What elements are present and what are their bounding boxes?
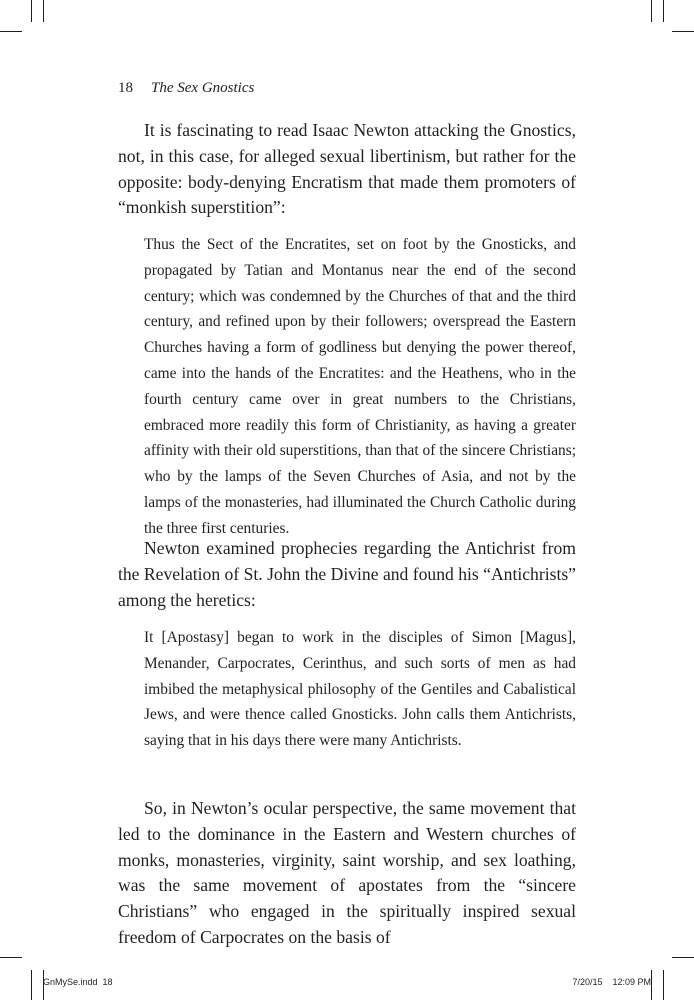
page-number: 18 — [118, 80, 133, 96]
running-head — [118, 78, 254, 98]
crop-mark — [651, 0, 652, 22]
book-title: The Sex Gnostics — [151, 80, 255, 96]
body-paragraph: It is fascinating to read Isaac Newton attacking the Gnostics, not, in this case, for alleged sexual libertinism, but rather for the opposite: body-denying Encratism that made them promoters of “monkish superstition”: — [118, 120, 576, 218]
slug-time: 12:09 PM — [612, 977, 651, 987]
crop-mark — [0, 31, 22, 32]
body-paragraph: Newton examined prophecies regarding the Antichrist from the Revelation of St. John the Divine and found his “Antichrists” among the heretics: — [118, 538, 576, 610]
crop-mark — [43, 0, 44, 22]
slug-file-info — [43, 976, 113, 988]
block-quote: It [Apostasy] began to work in the disciples of Simon [Magus], Menander, Carpocrates, Cerinthus, and such sorts of men as had imbibed the metaphysical philosophy of the Gentiles and Cabalistical Jews, and were thence called Gnosticks. John calls them Antichrists, saying that in his days there were many Antichrists. — [144, 629, 576, 750]
crop-mark — [663, 0, 664, 22]
crop-mark — [672, 31, 694, 32]
block-quote: Thus the Sect of the Encratites, set on foot by the Gnosticks, and propagated by Tatian and Montanus near the end of the second century; which was condemned by the Churches of that and the third century, and refined upon by their followers; overspread the Eastern Churches having a form of godliness but denying the power thereof, came into the hands of the Encratites: and the Heathens, who in the fourth century came over in great numbers to the Christians, embraced more readily this form of Christianity, as having a greater affinity with their old superstitions, than that of the sincere Christians; who by the lamps of the Seven Churches of Asia, and not by the lamps of the monasteries, had illuminated the Church Catholic during the three first centuries. — [144, 236, 576, 537]
crop-mark — [31, 970, 32, 1000]
body-paragraph: So, in Newton’s ocular perspective, the same movement that led to the dominance in the Eastern and Western churches of monks, monasteries, virginity, saint worship, and sex loathing, was the same movement of apostates from the “sincere Christians” who engaged in the spiritually inspired sexual freedom of Carpocrates on the basis of — [118, 798, 576, 947]
crop-mark — [672, 957, 694, 958]
crop-mark — [651, 970, 652, 1000]
slug-date: 7/20/15 — [572, 977, 603, 987]
crop-mark — [663, 970, 664, 1000]
crop-mark — [0, 957, 22, 958]
slug-page: 18 — [102, 977, 113, 987]
crop-mark — [31, 0, 32, 22]
slug-file-name: GnMySe.indd — [43, 977, 98, 987]
slug-timestamp — [572, 976, 651, 988]
